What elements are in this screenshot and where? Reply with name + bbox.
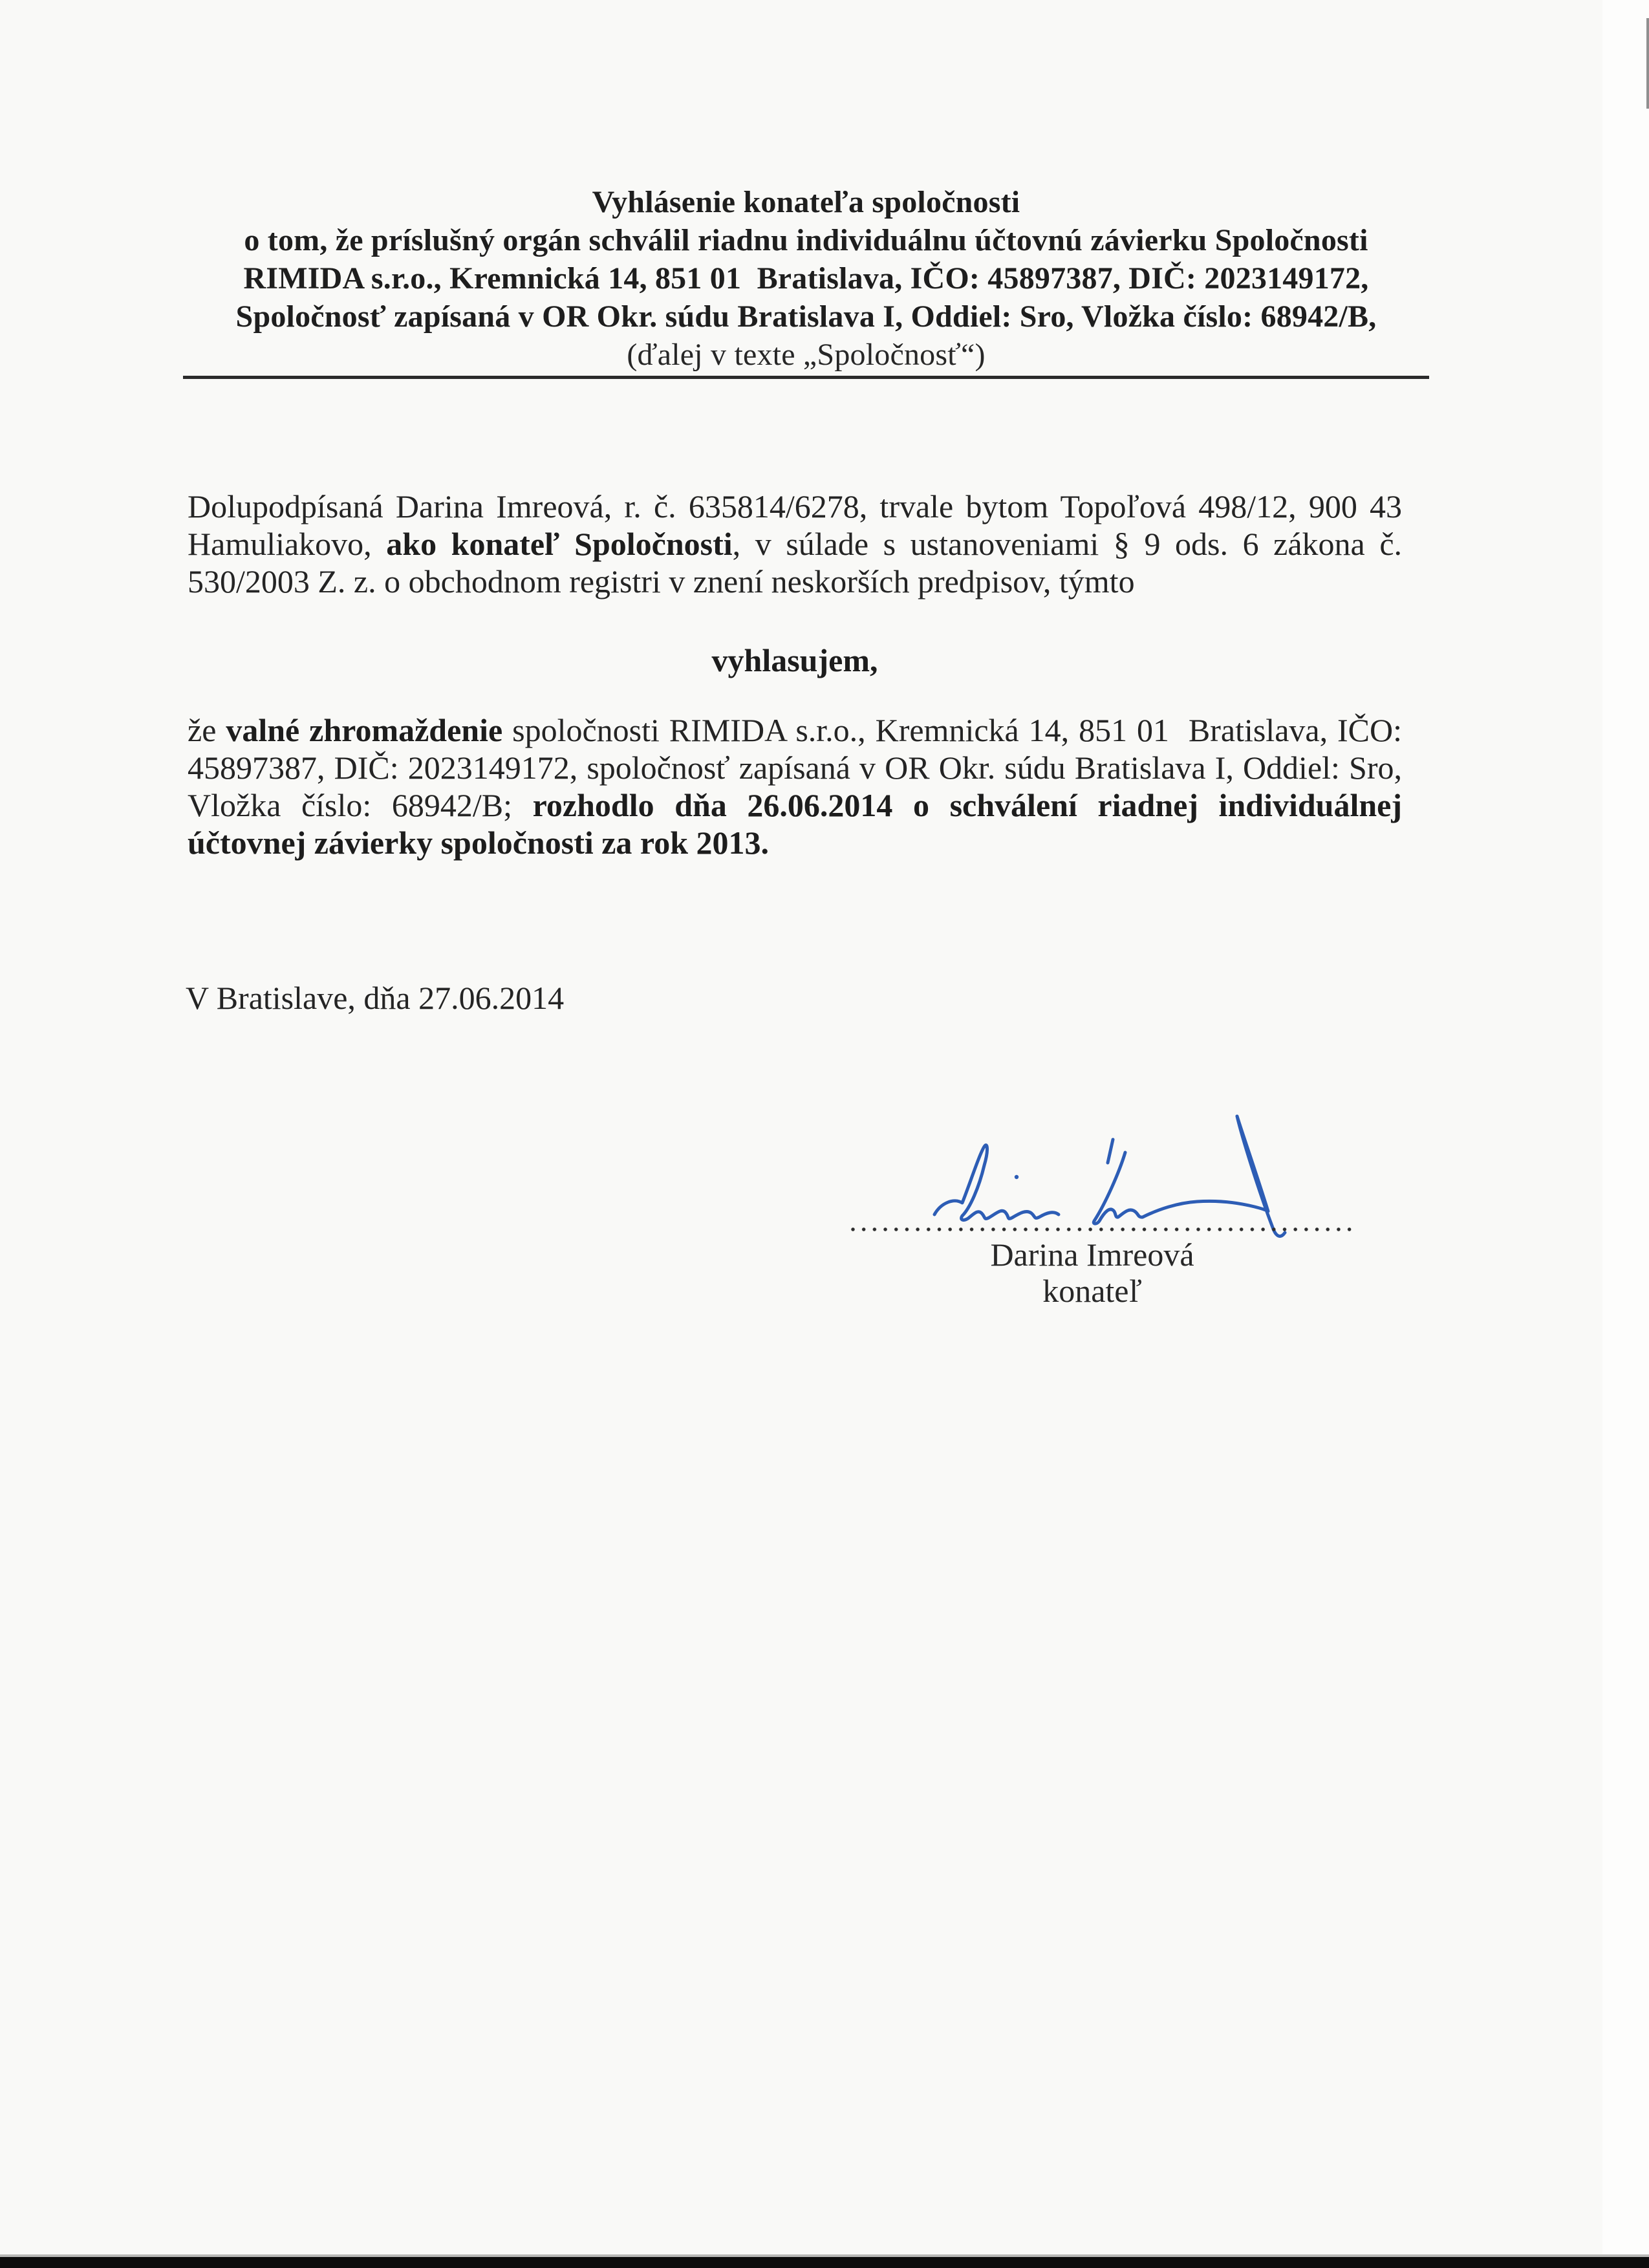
signatory-name: Darina Imreová xyxy=(990,1237,1194,1273)
document-title-block xyxy=(183,183,1429,374)
signature-dotted-line xyxy=(850,1226,1357,1233)
header-divider-rule xyxy=(183,376,1429,379)
scan-edge-line xyxy=(1646,18,1649,109)
title-line-5: (ďalej v texte „Spoločnosť“) xyxy=(627,338,986,372)
scan-edge-band xyxy=(1602,0,1649,2258)
title-line-4: Spoločnosť zapísaná v OR Okr. súdu Bratislava I, Oddiel: Sro, Vložka číslo: 68942/B, xyxy=(235,299,1377,334)
title-line-3: RIMIDA s.r.o., Kremnická 14, 851 01 Bratislava, IČO: 45897387, DIČ: 2023149172, xyxy=(243,261,1369,296)
signatory-block xyxy=(898,1237,1286,1309)
signature-stroke-surname xyxy=(1094,1116,1285,1237)
title-line-1: Vyhlásenie konateľa spoločnosti xyxy=(592,185,1020,219)
signature-stroke-first-name xyxy=(934,1145,1059,1220)
signature-i-dot xyxy=(1015,1175,1018,1179)
signature-tick xyxy=(1108,1139,1113,1163)
signatory-title: konateľ xyxy=(1042,1273,1142,1309)
paragraph-resolution: že valné zhromaždenie spoločnosti RIMIDA s.r.o., Kremnická 14, 851 01 Bratislava, IČO: 45897387, DIČ: 2023149172, spoločnosť zapísaná v OR Okr. súdu Bratislava I, Oddiel: Sro, Vložka číslo: 68942/B; rozhodlo dňa 26.06.2014 o schválení riadnej individuálnej účtovnej závierky spoločnosti za rok 2013. xyxy=(188,712,1403,861)
declaration-word: vyhlasujem, xyxy=(711,642,878,678)
title-line-2: o tom, že príslušný orgán schválil riadnu individuálnu účtovnú závierku Spoločnosti xyxy=(244,223,1368,257)
scan-bottom-bar xyxy=(0,2257,1649,2268)
paragraph-declarant: Dolupodpísaná Darina Imreová, r. č. 635814/6278, trvale bytom Topoľová 498/12, 900 43 Hamuliakovo, ako konateľ Spoločnosti, v súlade s ustanoveniami § 9 ods. 6 zákona č. 530/2003 Z. z. o obchodnom registri v znení neskorších predpisov, týmto xyxy=(188,488,1403,599)
place-date-line: V Bratislave, dňa 27.06.2014 xyxy=(186,980,565,1016)
